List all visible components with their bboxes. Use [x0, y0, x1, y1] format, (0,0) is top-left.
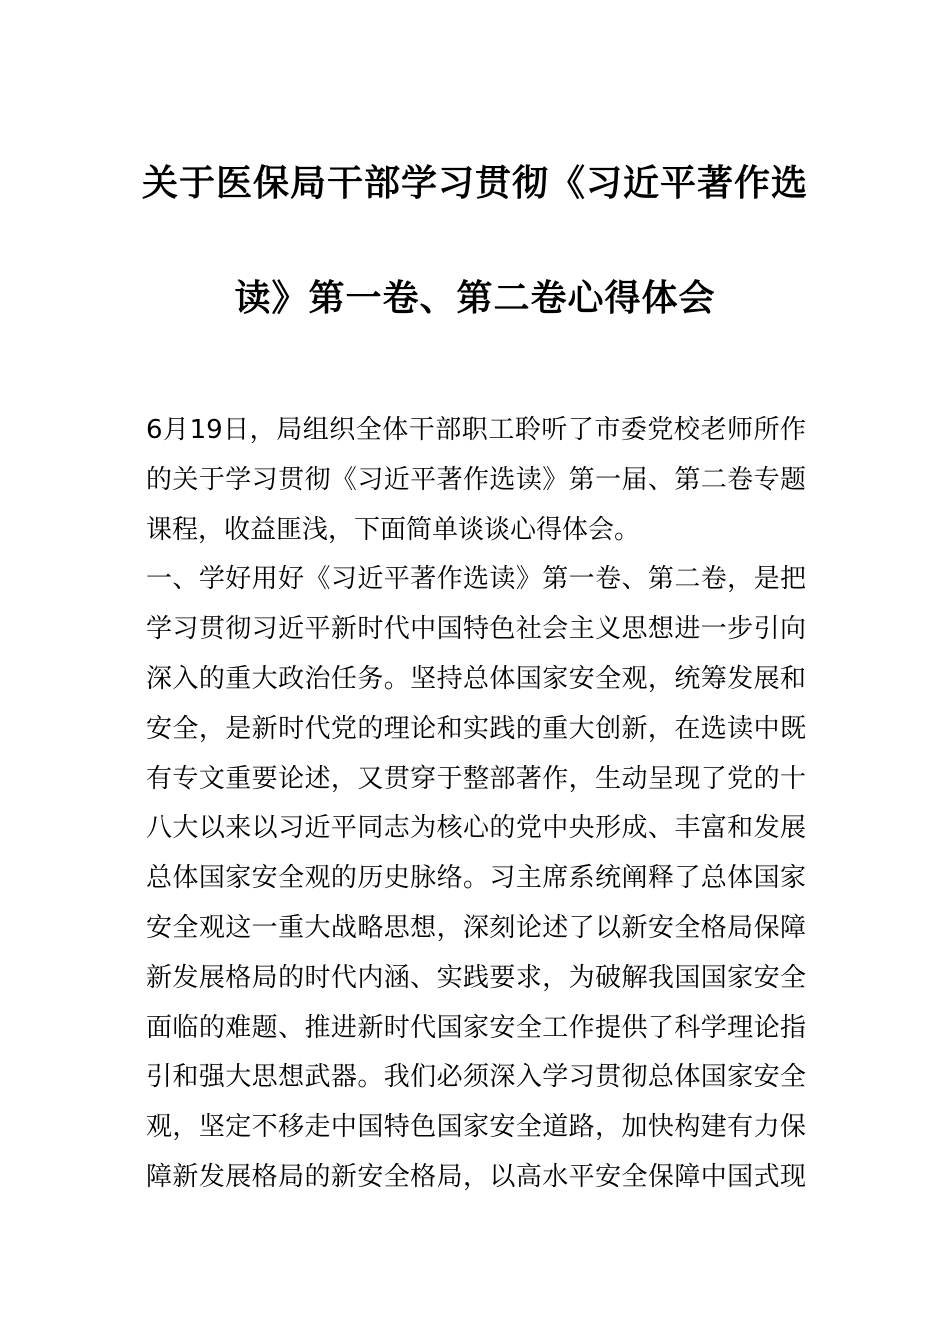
text-line: 引和强大思想武器。我们必须深入学习贯彻总体国家安全	[146, 1062, 806, 1093]
text-line: 课程，收益匪浅，下面简单谈谈心得体会。	[146, 514, 641, 545]
text-line: 6月19日，局组织全体干部职工聆听了市委党校老师所作	[146, 415, 806, 445]
paragraph-2	[146, 559, 806, 1206]
paragraph-1	[146, 410, 806, 559]
text-line: 一、学好用好《习近平著作选读》第一卷、第二卷，是把	[146, 564, 806, 595]
text-line: 深入的重大政治任务。坚持总体国家安全观，统筹发展和	[146, 663, 806, 694]
text-line: 总体国家安全观的历史脉络。习主席系统阐释了总体国家	[146, 863, 806, 894]
text-line: 学习贯彻习近平新时代中国特色社会主义思想进一步引向	[146, 614, 806, 645]
text-line: 障新发展格局的新安全格局，以高水平安全保障中国式现	[146, 1161, 806, 1192]
document-body	[146, 410, 806, 1207]
text-line: 的关于学习贯彻《习近平著作选读》第一届、第二卷专题	[146, 464, 806, 495]
text-line: 八大以来以习近平同志为核心的党中央形成、丰富和发展	[146, 813, 806, 844]
text-line: 新发展格局的时代内涵、实践要求，为破解我国国家安全	[146, 962, 806, 993]
text-line: 有专文重要论述，又贯穿于整部著作，生动呈现了党的十	[146, 763, 806, 794]
text-line: 面临的难题、推进新时代国家安全工作提供了科学理论指	[146, 1012, 806, 1043]
text-line: 观，坚定不移走中国特色国家安全道路，加快构建有力保	[146, 1112, 806, 1143]
document-title-line-2: 读》第一卷、第二卷心得体会	[234, 278, 716, 319]
text-line: 安全，是新时代党的理论和实践的重大创新，在选读中既	[146, 713, 806, 744]
text-line: 安全观这一重大战略思想，深刻论述了以新安全格局保障	[146, 912, 806, 943]
document-title-line-1: 关于医保局干部学习贯彻《习近平著作选	[141, 163, 808, 204]
